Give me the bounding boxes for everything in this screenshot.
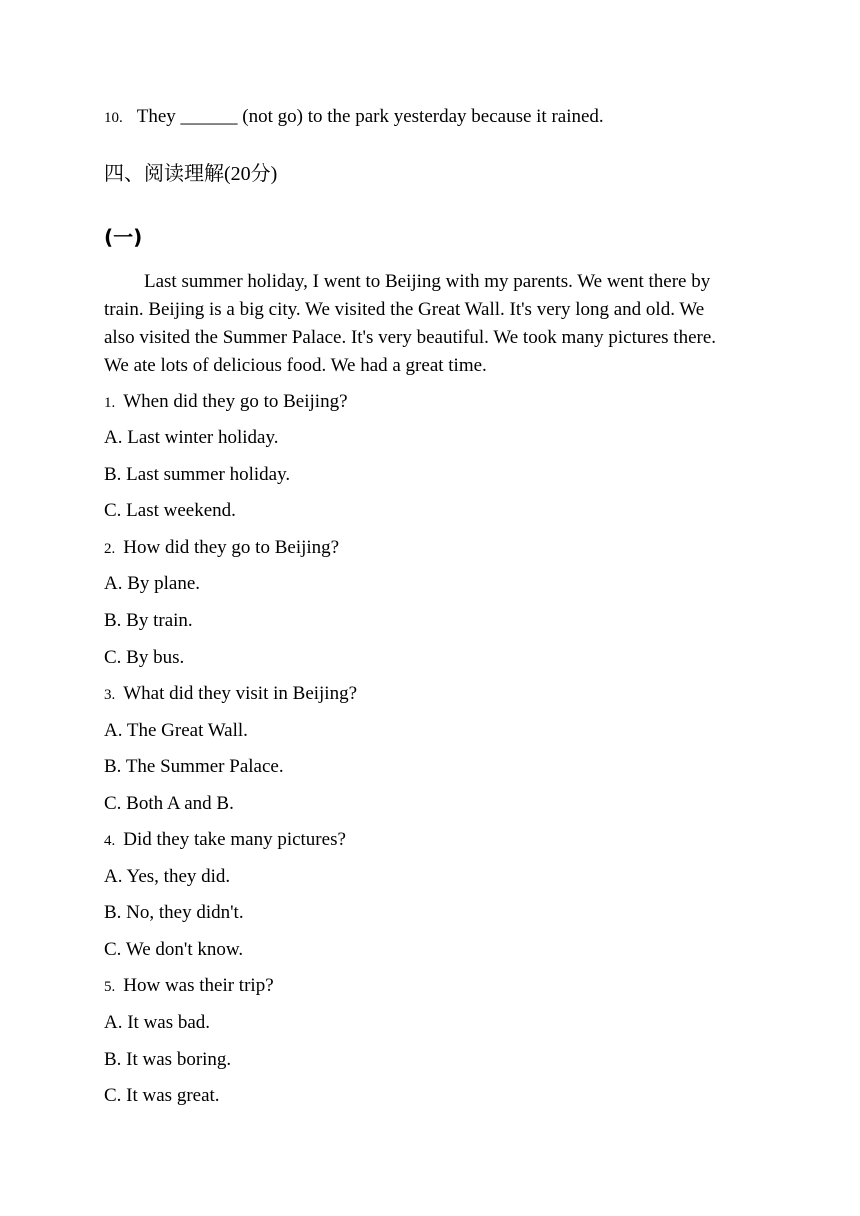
option-a: A. It was bad.	[104, 1012, 211, 1033]
question-number: 10.	[104, 110, 123, 126]
passage-line: also visited the Summer Palace. It's very beautiful. We took many pictures there.	[104, 327, 717, 348]
option-c: C. It was great.	[104, 1085, 220, 1106]
option-c: C. Last weekend.	[104, 500, 236, 521]
question-number: 1.	[104, 395, 116, 411]
option-c: C. By bus.	[104, 647, 185, 668]
option-c: C. Both A and B.	[104, 793, 234, 814]
question-text: Did they take many pictures?	[123, 829, 346, 850]
question-text: How was their trip?	[123, 975, 274, 996]
question-number: 3.	[104, 687, 116, 703]
question-text: What did they visit in Beijing?	[123, 683, 358, 704]
passage-line: We ate lots of delicious food. We had a great time.	[104, 355, 487, 376]
question-text: How did they go to Beijing?	[123, 537, 340, 558]
option-a: A. By plane.	[104, 573, 201, 594]
option-b: B. Last summer holiday.	[104, 464, 291, 485]
reading-passage	[104, 268, 772, 380]
passage-line: train. Beijing is a big city. We visited the Great Wall. It's very long and old. We	[104, 299, 705, 320]
option-b: B. No, they didn't.	[104, 902, 244, 923]
question-2	[104, 537, 339, 560]
question-text: When did they go to Beijing?	[123, 391, 348, 412]
option-b: B. By train.	[104, 610, 193, 631]
option-b: B. It was boring.	[104, 1049, 232, 1070]
option-b: B. The Summer Palace.	[104, 756, 284, 777]
option-a: A. Last winter holiday.	[104, 427, 279, 448]
section-heading	[104, 160, 277, 187]
question-3	[104, 683, 357, 706]
option-a: A. The Great Wall.	[104, 720, 248, 741]
option-a: A. Yes, they did.	[104, 866, 231, 887]
section-title: 四、阅读理解	[104, 161, 224, 185]
question-number: 5.	[104, 979, 116, 995]
part-heading: (一)	[104, 225, 143, 249]
question-text: They ______ (not go) to the park yesterday because it rained.	[136, 106, 604, 127]
option-c: C. We don't know.	[104, 939, 244, 960]
question-1	[104, 391, 348, 414]
question-4	[104, 829, 346, 852]
question-10	[104, 106, 604, 129]
question-number: 2.	[104, 541, 116, 557]
question-number: 4.	[104, 833, 116, 849]
question-5	[104, 975, 274, 998]
section-score: (20分)	[224, 163, 278, 185]
passage-line: Last summer holiday, I went to Beijing with my parents. We went there by	[144, 271, 711, 292]
